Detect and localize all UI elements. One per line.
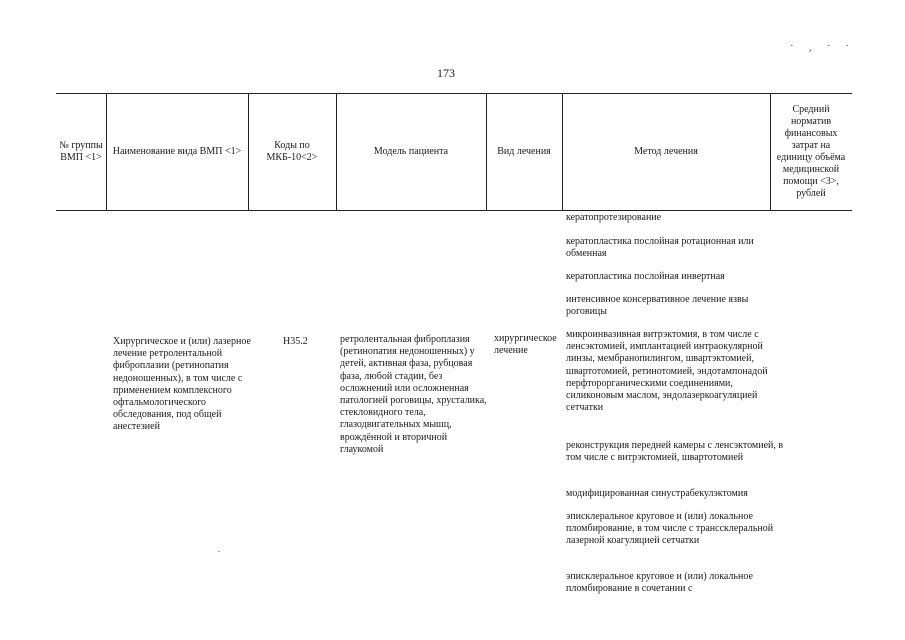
treatment-type-cell: хирургическое лечение <box>494 333 557 357</box>
scan-artifact <box>218 551 220 552</box>
page-number: 173 <box>437 66 455 80</box>
method-item: интенсивное консервативное лечение язвы роговицы <box>566 294 749 318</box>
header-treatment-method: Метод лечения <box>634 146 698 157</box>
method-item: реконструкция передней камеры с ленсэктомией, в том числе с витрэктомией, швартотомией <box>566 440 784 464</box>
method-item: эписклеральное круговое и (или) локальное пломбирование в сочетании с <box>566 571 753 595</box>
table-header <box>56 93 852 211</box>
corner-marks: · ¸ · · <box>790 40 855 52</box>
header-patient-model: Модель пациента <box>373 146 449 157</box>
vmp-name-cell: Хирургическое и (или) лазерное лечение ретролентальной фиброплазии (ретинопатия недоношенных), в том числе с применением комплексного офтальмологического обследования, под общей анестезией <box>113 336 251 433</box>
method-item: кератопластика послойная ротационная или обменная <box>566 236 754 260</box>
method-item: кератопротезирование <box>566 212 662 223</box>
header-group-number: № группы ВМП <1> <box>59 140 103 163</box>
icd-code-cell: H35.2 <box>283 336 308 347</box>
method-item: кератопластика послойная инвертная <box>566 271 725 282</box>
header-treatment-type: Вид лечения <box>497 146 551 157</box>
header-average-cost: Средний норматив финансовых затрат на единицу объёма медицинской помощи <3>, рублей <box>776 104 846 199</box>
header-vmp-name: Наименование вида ВМП <1> <box>112 146 242 157</box>
method-item: эписклеральное круговое и (или) локальное пломбирование, в том числе с транссклеральной лазерной коагуляцией сетчатки <box>566 511 774 547</box>
patient-model-cell: ретролентальная фиброплазия (ретинопатия недоношенных) у детей, активная фаза, рубцовая фаза, любой стадии, без осложнений или осложненная патологией роговицы, хрусталика, стекловидного тела, глазодвигательных мышц, врождённой и вторичной глаукомой <box>340 334 487 455</box>
method-item: модифицированная синустрабекулэктомия <box>566 488 748 499</box>
method-item: микроинвазивная витрэктомия, в том числе с ленсэктомией, имплантацией интраокулярной линзы, мембранопилингом, швартэктомией, швартотомией, ретинотомией, эндотампонадой перфторорганическими соединениями, силиконовым маслом, эндолазеркоагуляцией сетчатки <box>566 329 768 414</box>
header-icd-codes: Коды по МКБ-10<2> <box>266 140 318 163</box>
